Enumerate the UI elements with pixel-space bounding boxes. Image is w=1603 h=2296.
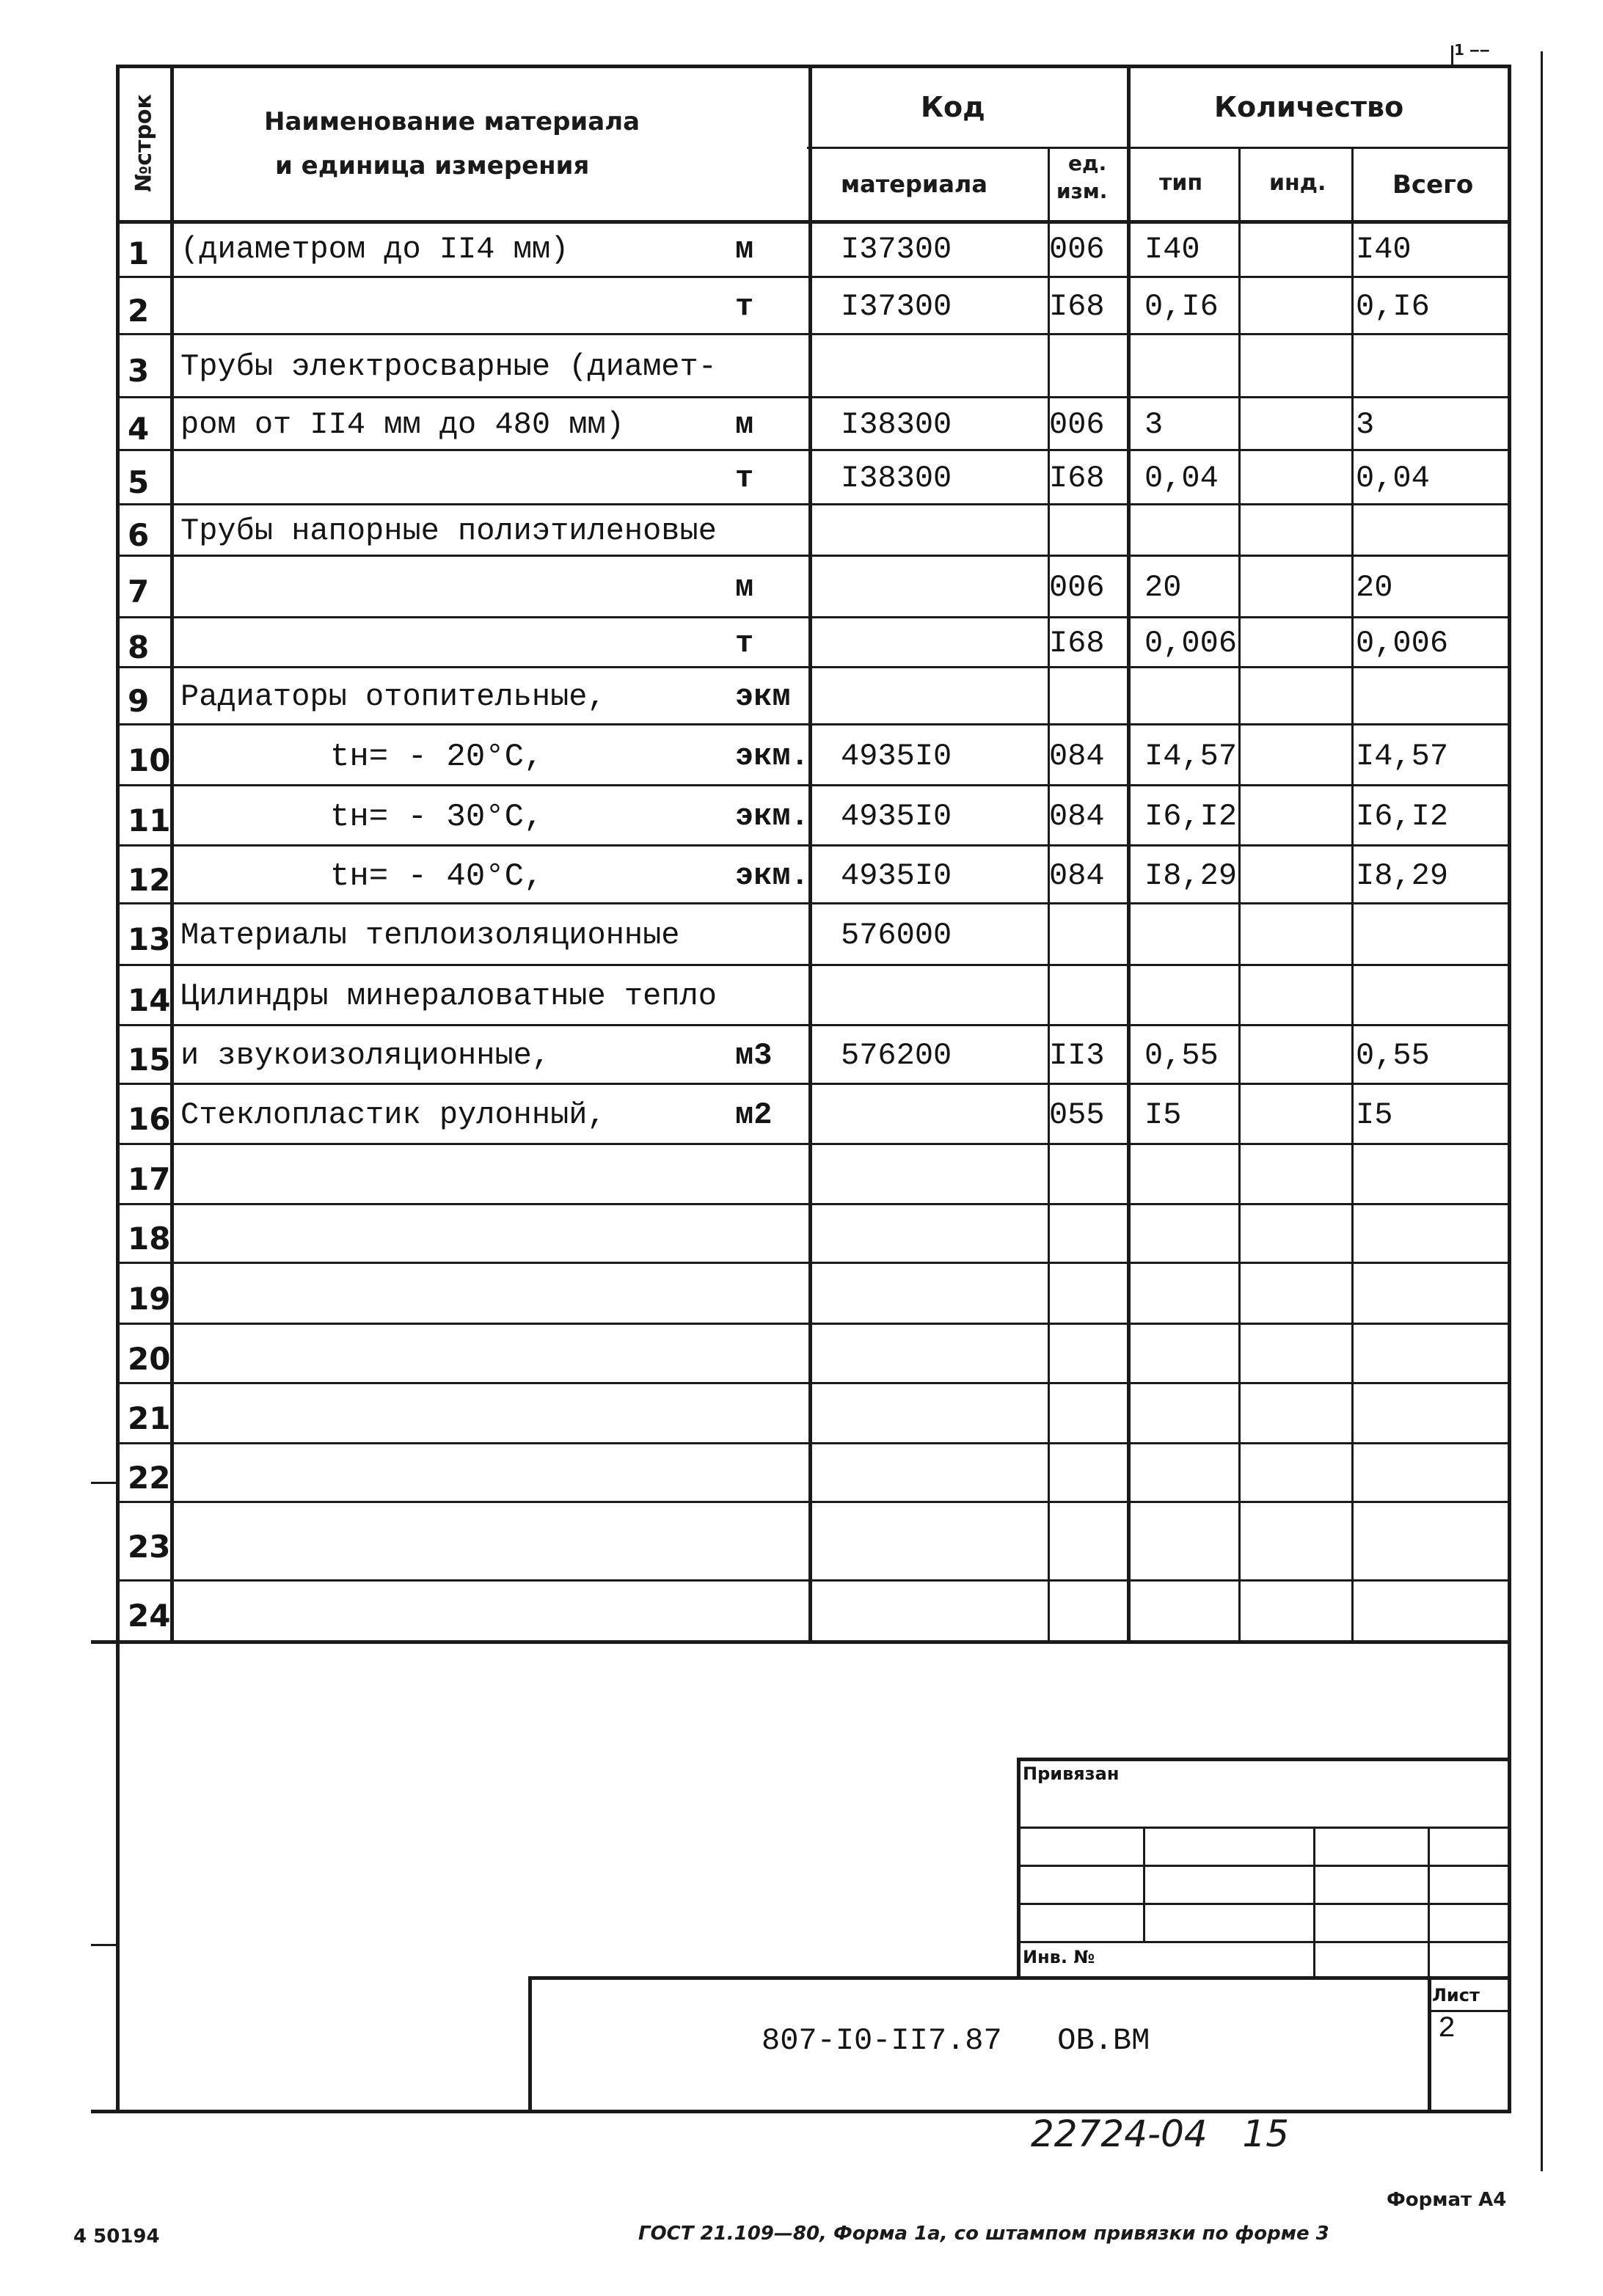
row-number: 19 <box>128 1281 171 1317</box>
table-row <box>117 450 1508 505</box>
material-name: Цилиндры минераловатные тепло <box>180 979 717 1014</box>
row-number-header: №строк <box>131 94 157 192</box>
table-row <box>117 1025 1508 1084</box>
quantity-total: 20 <box>1356 570 1393 605</box>
sheet-number: 2 <box>1438 2013 1456 2046</box>
table-row <box>117 1263 1508 1324</box>
row-number: 14 <box>128 982 171 1018</box>
ind-header: инд. <box>1269 170 1326 196</box>
unit: м <box>735 570 754 605</box>
table-row <box>117 220 1508 277</box>
left-code: 4 50194 <box>73 2226 160 2248</box>
unit: экм <box>735 679 791 714</box>
table-row <box>117 1502 1508 1581</box>
material-code: I38300 <box>841 407 952 442</box>
unit-header-line2: изм. <box>1056 179 1108 203</box>
table-row <box>117 725 1508 786</box>
unit: экм. <box>735 799 809 834</box>
quantity-total: I5 <box>1356 1097 1393 1133</box>
row-number: 7 <box>128 574 150 610</box>
unit-code: 006 <box>1049 232 1105 267</box>
unit: т <box>735 461 754 496</box>
quantity-total: 0,I6 <box>1356 289 1430 324</box>
row-number: 24 <box>128 1598 171 1634</box>
sheet-label: Лист <box>1432 1985 1480 2006</box>
unit-header-line1: ед. <box>1068 151 1107 175</box>
unit-code: 006 <box>1049 570 1105 605</box>
row-number: 12 <box>128 862 171 898</box>
handwritten-number: 22724-04 15 <box>1031 2113 1290 2155</box>
corner-mark: 1 ‒‒ <box>1454 41 1490 59</box>
quantity-total: I4,57 <box>1356 739 1449 774</box>
row-number: 10 <box>128 742 171 778</box>
unit-code: I68 <box>1049 289 1105 324</box>
row-number: 22 <box>128 1460 171 1496</box>
material-code: I38300 <box>841 461 952 496</box>
material-name: Трубы напорные полиэтиленовые <box>180 513 717 549</box>
material-code: 4935I0 <box>841 858 952 893</box>
material-code: 576200 <box>841 1038 952 1073</box>
table-row <box>117 786 1508 846</box>
unit-code: I68 <box>1049 626 1105 661</box>
table-row <box>117 1204 1508 1263</box>
row-number: 17 <box>128 1161 171 1197</box>
unit-code: 084 <box>1049 739 1105 774</box>
code-header: Код <box>921 91 985 123</box>
gost-note: ГОСТ 21.109—80, Форма 1а, со штампом привязки по форме 3 <box>638 2223 1329 2245</box>
table-row <box>117 277 1508 334</box>
unit: м <box>735 407 754 442</box>
table-row <box>117 904 1508 965</box>
material-name: Материалы теплоизоляционные <box>180 918 680 953</box>
quantity-type: I4,57 <box>1144 739 1238 774</box>
row-number: 23 <box>128 1529 171 1565</box>
quantity-type: 0,006 <box>1144 626 1238 661</box>
material-code: 576000 <box>841 918 952 953</box>
table-row <box>117 1324 1508 1383</box>
type-header: тип <box>1159 170 1203 196</box>
table-row <box>117 846 1508 904</box>
unit-code: II3 <box>1049 1038 1105 1073</box>
row-number: 5 <box>128 464 150 500</box>
material-code: 4935I0 <box>841 799 952 834</box>
quantity-type: 0,04 <box>1144 461 1219 496</box>
total-header: Всего <box>1392 170 1474 200</box>
table-row <box>117 1084 1508 1144</box>
table-row <box>117 398 1508 450</box>
quantity-total: 0,006 <box>1356 626 1449 661</box>
unit: м <box>735 232 754 267</box>
quantity-type: 0,55 <box>1144 1038 1219 1073</box>
material-code: 4935I0 <box>841 739 952 774</box>
quantity-total: 0,55 <box>1356 1038 1430 1073</box>
unit-code: 084 <box>1049 799 1105 834</box>
row-number: 2 <box>128 293 150 329</box>
unit: т <box>735 626 754 661</box>
unit-code: 055 <box>1049 1097 1105 1133</box>
unit: м2 <box>735 1097 773 1133</box>
row-number: 21 <box>128 1400 171 1436</box>
unit: т <box>735 289 754 324</box>
document-designation: 807-I0-II7.87 ОВ.ВМ <box>762 2023 1150 2058</box>
quantity-header: Количество <box>1214 91 1404 123</box>
name-header-line2: и единица измерения <box>275 151 590 180</box>
quantity-total: I6,I2 <box>1356 799 1449 834</box>
row-number: 4 <box>128 411 150 447</box>
quantity-type: 20 <box>1144 570 1182 605</box>
table-row <box>117 505 1508 556</box>
row-number: 1 <box>128 235 150 271</box>
material-name: tн= - 30°С, <box>330 799 544 836</box>
row-number: 20 <box>128 1341 171 1377</box>
table-row <box>117 1444 1508 1502</box>
table-row <box>117 618 1508 668</box>
material-name: tн= - 40°С, <box>330 858 544 895</box>
unit-code: 006 <box>1049 407 1105 442</box>
row-number: 16 <box>128 1101 171 1137</box>
table-row <box>117 556 1508 618</box>
table-row <box>117 965 1508 1025</box>
inventory-number-label: Инв. № <box>1023 1947 1095 1967</box>
row-number: 8 <box>128 629 150 665</box>
material-name: ром от II4 мм до 480 мм) <box>180 407 624 442</box>
quantity-type: I8,29 <box>1144 858 1238 893</box>
table-row <box>117 1144 1508 1204</box>
table-row <box>117 1581 1508 1640</box>
material-name: tн= - 20°С, <box>330 739 544 775</box>
quantity-type: I5 <box>1144 1097 1182 1133</box>
quantity-total: I8,29 <box>1356 858 1449 893</box>
quantity-type: I6,I2 <box>1144 799 1238 834</box>
unit-code: I68 <box>1049 461 1105 496</box>
material-name: (диаметром до II4 мм) <box>180 232 569 267</box>
unit: экм. <box>735 739 809 774</box>
table-row <box>117 334 1508 398</box>
material-name: и звукоизоляционные, <box>180 1038 551 1073</box>
row-number: 9 <box>128 683 150 719</box>
row-number: 15 <box>128 1042 171 1078</box>
table-row <box>117 1383 1508 1444</box>
quantity-total: 3 <box>1356 407 1375 442</box>
unit: м3 <box>735 1038 773 1073</box>
unit: экм. <box>735 858 809 893</box>
material-name: Радиаторы отопительные, <box>180 679 606 714</box>
name-header-line1: Наименование материала <box>264 107 640 136</box>
row-number: 3 <box>128 353 150 389</box>
quantity-total: 0,04 <box>1356 461 1430 496</box>
quantity-type: 3 <box>1144 407 1164 442</box>
material-code: I37300 <box>841 289 952 324</box>
material-code: I37300 <box>841 232 952 267</box>
unit-code: 084 <box>1049 858 1105 893</box>
material-header: материала <box>841 170 987 198</box>
quantity-type: I40 <box>1144 232 1200 267</box>
row-number: 18 <box>128 1221 171 1257</box>
row-number: 13 <box>128 921 171 957</box>
table-row <box>117 668 1508 725</box>
format-label: Формат А4 <box>1387 2189 1507 2211</box>
row-number: 6 <box>128 517 150 553</box>
linked-label: Привязан <box>1023 1763 1120 1784</box>
quantity-total: I40 <box>1356 232 1412 267</box>
material-name: Стеклопластик рулонный, <box>180 1097 606 1133</box>
row-number: 11 <box>128 802 171 838</box>
quantity-type: 0,I6 <box>1144 289 1219 324</box>
material-name: Трубы электросварные (диамет- <box>180 349 717 384</box>
